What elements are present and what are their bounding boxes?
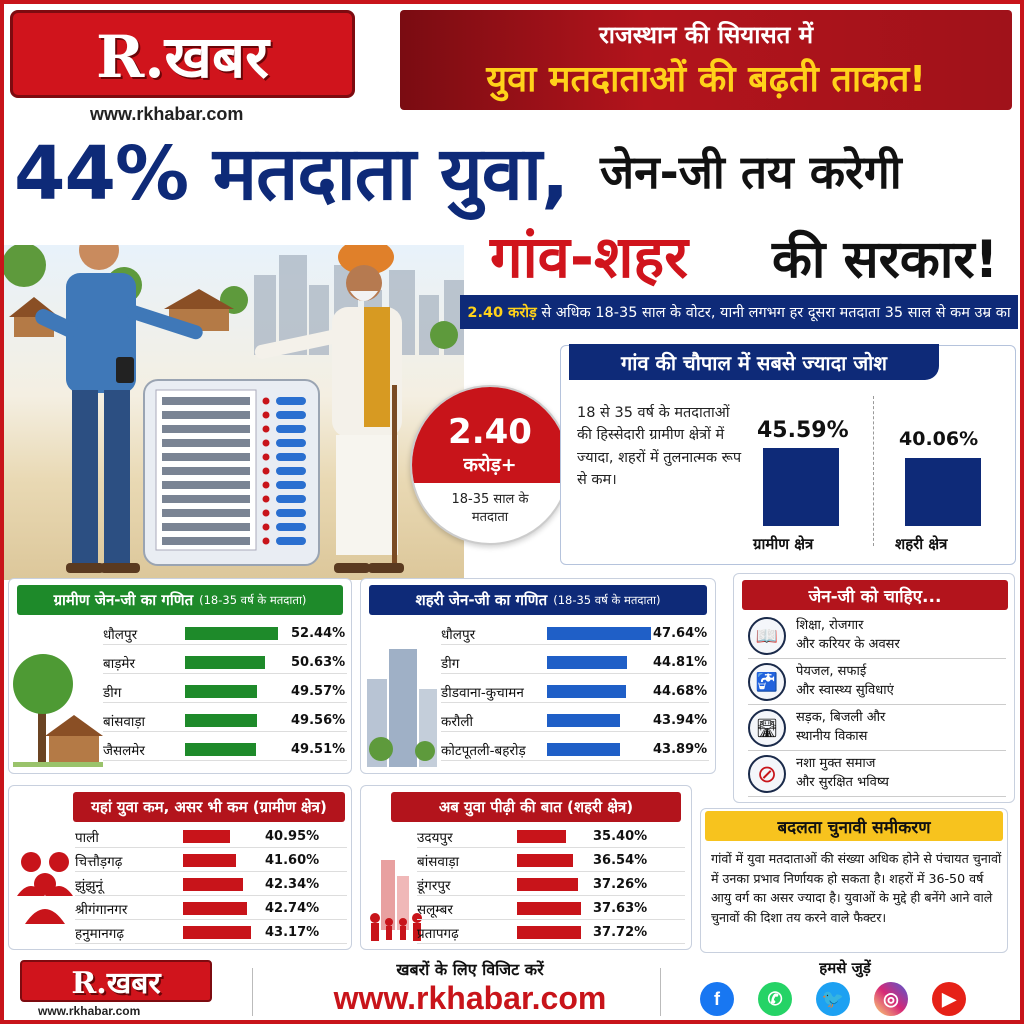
urban_genz-row-value: 43.94% bbox=[653, 713, 708, 728]
urban_young-row-bar bbox=[517, 854, 573, 867]
road-icon: 🛣 bbox=[748, 709, 786, 747]
people-group-icon bbox=[15, 846, 75, 926]
rural_low-row-bar bbox=[183, 830, 230, 843]
rural_genz-row bbox=[103, 623, 347, 645]
urban_young-row-name: डूंगरपुर bbox=[417, 877, 451, 894]
rural_genz-row bbox=[103, 652, 347, 674]
rural_genz-row-value: 49.57% bbox=[291, 684, 346, 699]
urban_young-row-name: उदयपुर bbox=[417, 829, 453, 846]
subheadline-strip bbox=[460, 295, 1018, 329]
rural-genz-panel bbox=[8, 578, 352, 774]
rural_genz-row-bar bbox=[185, 685, 257, 698]
rural_genz-row-value: 49.51% bbox=[291, 742, 346, 757]
genz-need-line-2: और सुरक्षित भविष्य bbox=[796, 774, 889, 790]
rural_genz-row-name: जैसलमेर bbox=[103, 742, 145, 759]
genz-need-line-2: और करियर के अवसर bbox=[796, 636, 900, 652]
urban_genz-row bbox=[441, 652, 709, 674]
brand-url[interactable]: www.rkhabar.com bbox=[90, 104, 244, 124]
genz-need-line-2: स्थानीय विकास bbox=[796, 728, 868, 744]
urban-youth-panel bbox=[360, 785, 692, 950]
voter-count-caption-line-1: 18-35 साल के bbox=[451, 492, 529, 507]
rural_low-row bbox=[75, 898, 347, 920]
voter-count-badge bbox=[410, 385, 570, 545]
urban_young-row-value: 37.72% bbox=[593, 925, 648, 940]
urban_young-row-bar bbox=[517, 926, 581, 939]
whatsapp-icon[interactable]: ✆ bbox=[758, 982, 792, 1016]
illustration-voting-scene bbox=[4, 245, 464, 580]
rural_low-row-bar bbox=[183, 878, 243, 891]
rural_low-row bbox=[75, 850, 347, 872]
urban_young-row bbox=[417, 922, 685, 944]
rural_low-row-bar bbox=[183, 854, 236, 867]
voter-count-caption bbox=[452, 491, 529, 526]
rural_genz-row-name: बांसवाड़ा bbox=[103, 713, 146, 730]
rural_low-row-bar bbox=[183, 926, 251, 939]
rural_genz-row bbox=[103, 739, 347, 761]
rural_low-row-bar bbox=[183, 902, 247, 915]
rural-genz-title bbox=[17, 585, 343, 615]
rural-genz-subtitle: (18-35 वर्ष के मतदाता) bbox=[199, 592, 307, 607]
urban_genz-row-bar bbox=[547, 656, 627, 669]
urban_young-row-value: 37.63% bbox=[593, 901, 648, 916]
genz-need-line-1: सड़क, बिजली और bbox=[796, 710, 886, 725]
village-panel-divider bbox=[873, 396, 874, 546]
rural_low-row-value: 42.74% bbox=[265, 901, 320, 916]
urban-genz-subtitle: (18-35 वर्ष के मतदाता) bbox=[553, 592, 661, 607]
urban-genz-title bbox=[369, 585, 707, 615]
village-panel-description: 18 से 35 वर्ष के मतदाताओं की हिस्सेदारी ग्रामीण क्षेत्रों में ज्यादा, शहरों में तुलनात्मक रूप से कम। bbox=[577, 405, 742, 489]
rural_genz-row-name: डीग bbox=[103, 684, 122, 701]
no-drugs-icon: ⊘ bbox=[748, 755, 786, 793]
footer-brand-logo-text: R.खबर bbox=[71, 965, 161, 1001]
genz-need-item bbox=[748, 752, 1006, 797]
village-comparison-panel bbox=[560, 345, 1016, 565]
urban_genz-row-value: 44.68% bbox=[653, 684, 708, 699]
voter-count-caption-line-2: मतदाता bbox=[471, 509, 509, 525]
book-icon: 📖 bbox=[748, 617, 786, 655]
changing-equation-title: बदलता चुनावी समीकरण bbox=[705, 811, 1003, 841]
genz-need-text bbox=[796, 617, 900, 655]
urban_genz-row-name: धौलपुर bbox=[441, 626, 476, 643]
rural_low-row-name: झुंझुनूं bbox=[75, 877, 103, 894]
village-bar-value: 40.06% bbox=[899, 427, 979, 450]
village-bar bbox=[905, 458, 981, 526]
urban_genz-row-value: 43.89% bbox=[653, 742, 708, 757]
footer-visit-text: खबरों के लिए विजिट करें bbox=[396, 960, 544, 979]
footer-join-text: हमसे जुड़ें bbox=[819, 959, 871, 977]
urban_young-row-name: प्रतापगढ़ bbox=[417, 925, 459, 942]
urban-genz-title-text: शहरी जेन-जी का गणित bbox=[415, 591, 548, 609]
main-title-part-3-red: गांव-शहर bbox=[490, 223, 688, 291]
facebook-icon[interactable]: f bbox=[700, 982, 734, 1016]
urban-genz-panel bbox=[360, 578, 716, 774]
banner-line-1: राजस्थान की सियासत में bbox=[598, 21, 814, 49]
rural_low-row bbox=[75, 826, 347, 848]
urban_young-row bbox=[417, 874, 685, 896]
scene-artwork bbox=[4, 245, 464, 580]
genz-needs-panel bbox=[733, 573, 1015, 803]
urban_young-row bbox=[417, 850, 685, 872]
rural_low-row-value: 41.60% bbox=[265, 853, 320, 868]
rural-low-youth-panel bbox=[8, 785, 352, 950]
rural-low-youth-title: यहां युवा कम, असर भी कम (ग्रामीण क्षेत्र) bbox=[73, 792, 345, 822]
village-bar bbox=[763, 448, 839, 526]
genz-need-item bbox=[748, 614, 1006, 659]
rural-genz-title-text: ग्रामीण जेन-जी का गणित bbox=[53, 591, 194, 609]
rural_low-row-name: पाली bbox=[75, 829, 99, 846]
village-bar-value: 45.59% bbox=[757, 418, 849, 444]
rural_low-row-value: 42.34% bbox=[265, 877, 320, 892]
city-buildings-illustration bbox=[363, 639, 438, 769]
footer-brand-url[interactable]: www.rkhabar.com bbox=[38, 1004, 141, 1018]
genz-need-text bbox=[796, 663, 894, 701]
changing-equation-panel bbox=[700, 808, 1008, 953]
brand-logo[interactable] bbox=[10, 10, 355, 98]
footer-website-link[interactable]: www.rkhabar.com bbox=[333, 980, 607, 1016]
rural_low-row-name: हनुमानगढ़ bbox=[75, 925, 124, 942]
rural_low-row bbox=[75, 874, 347, 896]
rural_low-row-value: 40.95% bbox=[265, 829, 320, 844]
rural_genz-row bbox=[103, 681, 347, 703]
rural_genz-row-bar bbox=[185, 656, 265, 669]
genz-need-text bbox=[796, 755, 889, 793]
water-tap-icon: 🚰 bbox=[748, 663, 786, 701]
main-title-part-3-black: की सरकार! bbox=[772, 230, 999, 290]
twitter-icon[interactable]: 🐦 bbox=[816, 982, 850, 1016]
urban_genz-row-bar bbox=[547, 627, 651, 640]
genz-need-item bbox=[748, 660, 1006, 705]
urban_genz-row-bar bbox=[547, 714, 620, 727]
urban_young-row-value: 35.40% bbox=[593, 829, 648, 844]
genz-need-line-1: पेयजल, सफाई bbox=[796, 664, 867, 679]
urban_genz-row-name: डीडवाना-कुचामन bbox=[441, 684, 524, 701]
rural_genz-row-value: 50.63% bbox=[291, 655, 346, 670]
village-bar-label: शहरी क्षेत्र bbox=[895, 535, 948, 553]
genz-need-item bbox=[748, 706, 1006, 751]
urban_genz-row-value: 44.81% bbox=[653, 655, 708, 670]
urban_genz-row bbox=[441, 681, 709, 703]
village-tree-illustration bbox=[13, 639, 103, 769]
rural_low-row-name: श्रीगंगानगर bbox=[75, 901, 128, 918]
voter-count-number: 2.40 bbox=[448, 412, 532, 452]
village-panel-title: गांव की चौपाल में सबसे ज्यादा जोश bbox=[569, 344, 939, 380]
subheadline-highlight: 2.40 करोड़ bbox=[467, 305, 537, 321]
rural_low-row-value: 43.17% bbox=[265, 925, 320, 940]
rural_genz-row-bar bbox=[185, 627, 278, 640]
urban_genz-row-bar bbox=[547, 685, 626, 698]
urban_young-row-bar bbox=[517, 902, 581, 915]
village-bar-label: ग्रामीण क्षेत्र bbox=[753, 535, 814, 553]
genz-need-line-2: और स्वास्थ्य सुविधाएं bbox=[796, 682, 894, 698]
rural_genz-row-name: धौलपुर bbox=[103, 626, 138, 643]
rural_low-row bbox=[75, 922, 347, 944]
urban_young-row-value: 36.54% bbox=[593, 853, 648, 868]
voter-count-unit: करोड़+ bbox=[463, 454, 517, 476]
genz-need-line-1: नशा मुक्त समाज bbox=[796, 756, 876, 771]
rural_genz-row-bar bbox=[185, 743, 256, 756]
rural_genz-row-bar bbox=[185, 714, 257, 727]
headline-banner bbox=[400, 10, 1012, 110]
banner-line-2: युवा मतदाताओं की बढ़ती ताकत! bbox=[486, 59, 926, 100]
instagram-icon[interactable]: ◎ bbox=[874, 982, 908, 1016]
genz-need-line-1: शिक्षा, रोजगार bbox=[796, 618, 864, 633]
genz-need-text bbox=[796, 709, 885, 747]
urban_genz-row bbox=[441, 739, 709, 761]
urban_young-row bbox=[417, 826, 685, 848]
footer-brand-logo[interactable] bbox=[20, 960, 212, 1002]
urban_young-row-name: बांसवाड़ा bbox=[417, 853, 460, 870]
subheadline-text: से अधिक 18-35 साल के वोटर, यानी लगभग हर दूसरा मतदाता 35 साल से कम उम्र का bbox=[541, 305, 1011, 321]
rural_low-row-name: चित्तौड़गढ़ bbox=[75, 853, 123, 870]
urban_young-row bbox=[417, 898, 685, 920]
urban_young-row-name: सलूम्बर bbox=[417, 901, 453, 918]
genz-needs-title: जेन-जी को चाहिए... bbox=[742, 580, 1008, 610]
youtube-icon[interactable]: ▶ bbox=[932, 982, 966, 1016]
urban_genz-row-name: कोटपूतली-बहरोड़ bbox=[441, 742, 526, 759]
rural_genz-row bbox=[103, 710, 347, 732]
urban_young-row-bar bbox=[517, 878, 578, 891]
urban_genz-row-name: डीग bbox=[441, 655, 460, 672]
brand-logo-text: R.खबर bbox=[96, 22, 269, 91]
footer-divider-right bbox=[660, 968, 661, 1016]
main-title-part-1: 44% मतदाता युवा, bbox=[14, 131, 569, 217]
urban_genz-row bbox=[441, 710, 709, 732]
urban_genz-row-value: 47.64% bbox=[653, 626, 708, 641]
urban_genz-row bbox=[441, 623, 709, 645]
urban_young-row-bar bbox=[517, 830, 566, 843]
rural_genz-row-name: बाड़मेर bbox=[103, 655, 136, 672]
urban_genz-row-bar bbox=[547, 743, 620, 756]
urban_young-row-value: 37.26% bbox=[593, 877, 648, 892]
changing-equation-text: गांवों में युवा मतदाताओं की संख्या अधिक होने से पंचायत चुनावों में उनका प्रभाव निर्णायक हो सकता है। शहरों में 36-50 वर्ष आयु वर्ग का असर ज्यादा है। युवाओं के मुद्दे ही बनेंगे आने वाले चुनावों की दिशा तय करने वाले फैक्टर। bbox=[711, 851, 1002, 925]
rural_genz-row-value: 49.56% bbox=[291, 713, 346, 728]
urban-youth-title: अब युवा पीढ़ी की बात (शहरी क्षेत्र) bbox=[391, 792, 681, 822]
urban_genz-row-name: करौली bbox=[441, 713, 474, 730]
rural_genz-row-value: 52.44% bbox=[291, 626, 346, 641]
footer-divider-left bbox=[252, 968, 253, 1016]
main-title-part-2: जेन-जी तय करेगी bbox=[600, 145, 902, 199]
